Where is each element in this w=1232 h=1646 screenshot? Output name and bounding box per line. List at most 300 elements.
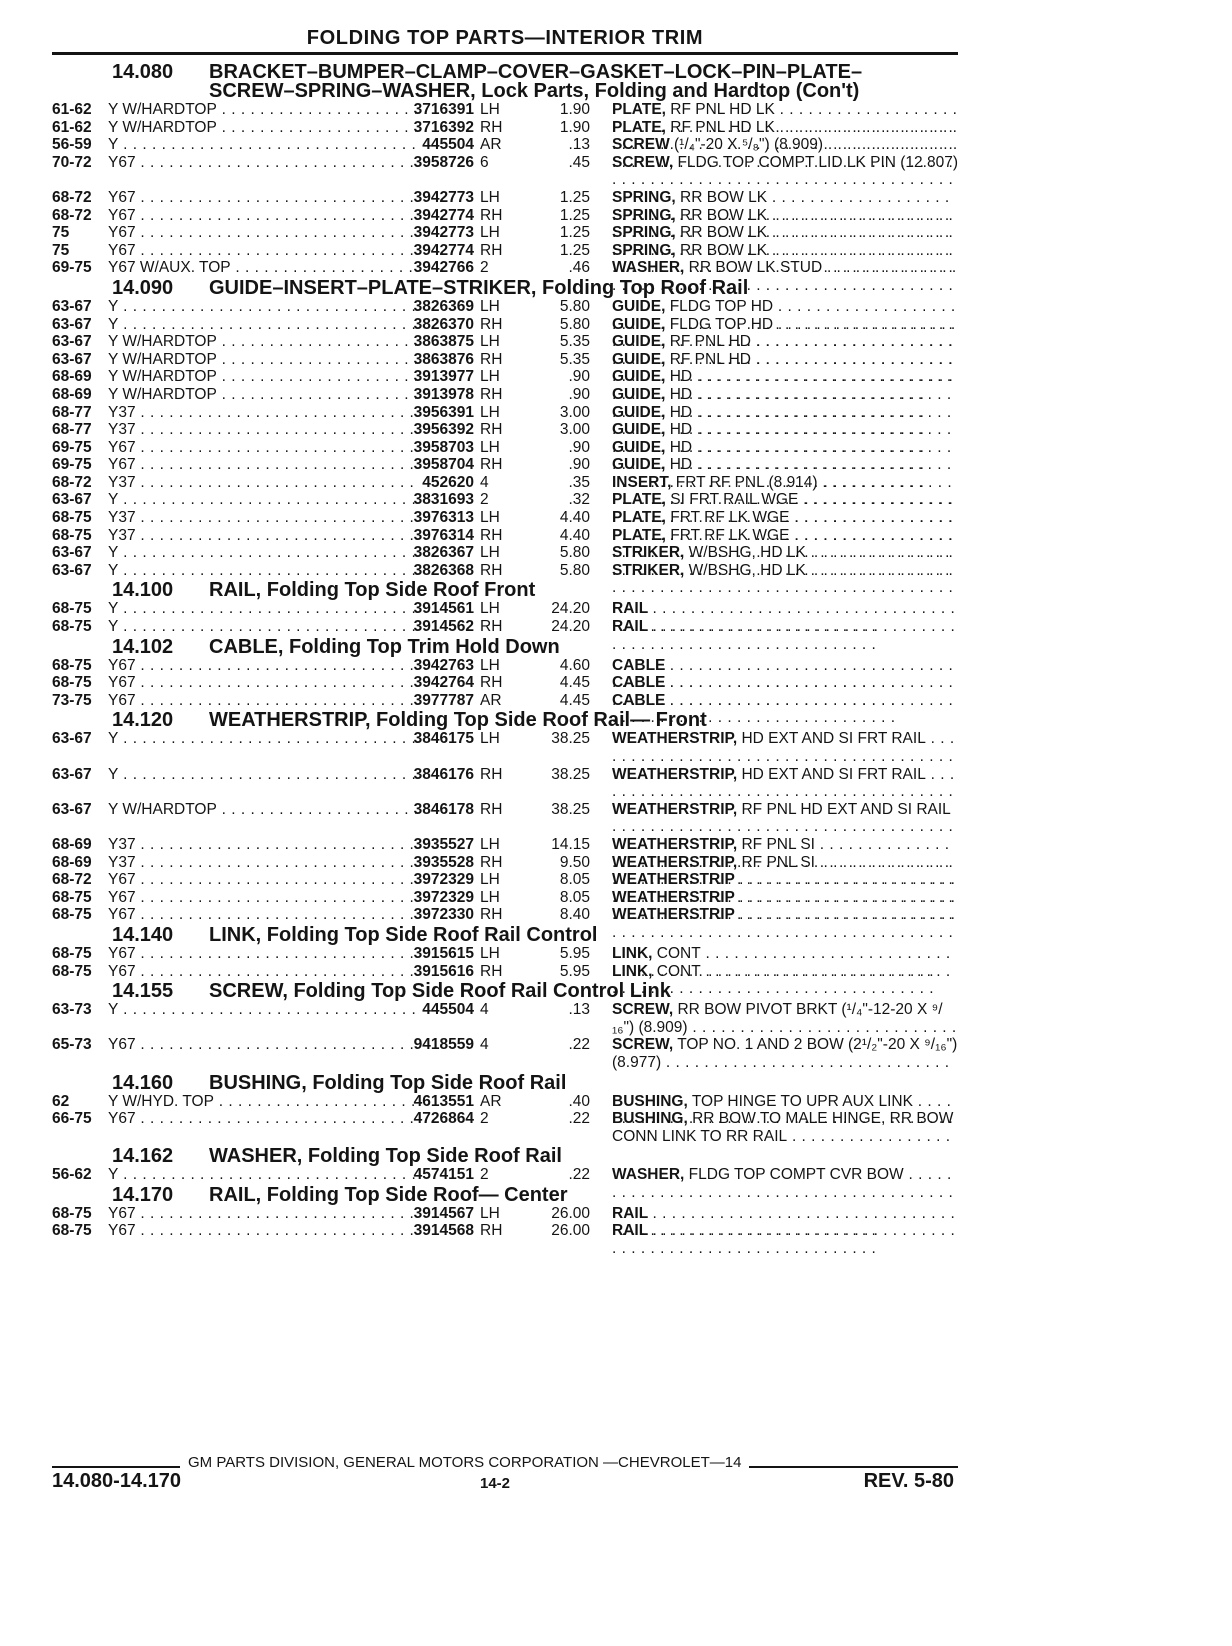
quantity: RH	[480, 241, 503, 259]
model-year: 69-75	[52, 259, 92, 277]
price: 4.60	[559, 656, 590, 674]
part-detail: FLDG TOP COMPT LID LK PIN (12.807)	[677, 153, 958, 171]
part-number: 452620	[422, 473, 474, 491]
part-number: 3977787	[413, 691, 474, 709]
part-number: 3935528	[413, 853, 474, 871]
price: 4.45	[559, 691, 590, 709]
part-detail: HD EXT AND SI FRT RAIL	[741, 765, 926, 783]
model-code: Y . . .	[108, 298, 416, 316]
price: 5.95	[559, 944, 590, 962]
price: .90	[568, 385, 590, 403]
model-code: Y37 . . .	[108, 854, 416, 872]
model-year: 68-75	[52, 906, 92, 924]
quantity: LH	[480, 600, 500, 618]
part-row	[52, 618, 958, 636]
quantity: RH	[480, 800, 503, 818]
model-code: Y37 . . .	[108, 509, 416, 527]
price: .46	[568, 259, 590, 277]
price: 1.90	[559, 118, 590, 136]
part-detail: FLDG TOP HD	[669, 297, 774, 315]
part-number: 3826367	[413, 544, 474, 562]
section-title: GUIDE–INSERT–PLATE–STRIKER, Folding Top Roof Rail	[209, 276, 749, 299]
part-number: 3913978	[413, 385, 474, 403]
quantity: LH	[480, 101, 500, 118]
part-name: GUIDE,	[612, 438, 666, 456]
part-row	[52, 562, 958, 580]
part-row	[52, 386, 958, 404]
part-detail: RR BOW LK STUD	[688, 259, 823, 277]
part-detail: HD	[669, 385, 693, 403]
price: .90	[568, 456, 590, 474]
price: 4.45	[559, 674, 590, 692]
model-year: 63-67	[52, 730, 92, 748]
model-year: 68-77	[52, 403, 92, 421]
model-year: 56-59	[52, 136, 92, 154]
section-header	[52, 924, 958, 945]
part-number: 3956392	[413, 421, 474, 439]
section-title-block	[209, 63, 958, 101]
price: 5.35	[559, 333, 590, 351]
part-number: 3942774	[413, 206, 474, 224]
part-row	[52, 801, 958, 836]
model-code: Y W/HARDTOP . . .	[108, 386, 416, 404]
model-code: Y67 . . .	[108, 154, 416, 172]
part-description	[612, 1001, 958, 1036]
part-detail: W/BSHG, HD LK	[688, 544, 806, 562]
section-title-block	[209, 1147, 958, 1166]
part-row	[52, 600, 958, 618]
model-code: Y W/HARDTOP . . .	[108, 119, 416, 137]
part-row	[52, 854, 958, 872]
quantity: RH	[480, 765, 503, 783]
section-number: 14.160	[112, 1071, 174, 1094]
part-number: 4726864	[413, 1110, 474, 1128]
model-year: 75	[52, 241, 70, 259]
model-code: Y67 . . .	[108, 224, 416, 242]
part-description	[612, 1036, 958, 1071]
part-row	[52, 674, 958, 692]
part-name: LINK,	[612, 944, 653, 962]
part-row	[52, 889, 958, 907]
section-header	[52, 579, 958, 600]
section-subtitle: SCREW–SPRING–WASHER, Lock Parts, Folding and Hardtop (Con't)	[209, 80, 860, 102]
part-name: CABLE	[612, 674, 666, 692]
model-code: Y37 . . .	[108, 836, 416, 854]
model-year: 63-73	[52, 1001, 92, 1019]
part-detail: RF PNL SI	[741, 835, 815, 853]
part-row	[52, 224, 958, 242]
part-name: RAIL	[612, 618, 649, 636]
part-number: 3942774	[413, 241, 474, 259]
model-code: Y W/HARDTOP . . .	[108, 101, 416, 119]
title-divider	[52, 52, 958, 55]
price: .13	[568, 136, 590, 154]
model-code: Y67 . . .	[108, 871, 416, 889]
model-code: Y67 . . .	[108, 1222, 416, 1240]
part-number: 3716391	[413, 101, 474, 118]
section-header	[52, 1184, 958, 1205]
part-description	[612, 730, 958, 765]
part-row	[52, 906, 958, 924]
quantity: LH	[480, 730, 500, 748]
part-row	[52, 351, 958, 369]
part-row	[52, 1166, 958, 1184]
quantity: RH	[480, 853, 503, 871]
part-detail: RF PNL SI	[741, 853, 815, 871]
quantity: LH	[480, 1204, 500, 1222]
part-number: 3914568	[413, 1222, 474, 1240]
part-number: 445504	[422, 136, 474, 154]
part-row	[52, 945, 958, 963]
section-title-block	[209, 635, 958, 658]
catalog-page	[52, 26, 958, 1240]
part-name: PLATE,	[612, 118, 666, 136]
part-number: 3913977	[413, 368, 474, 386]
quantity: 6	[480, 153, 489, 171]
price: 3.00	[559, 421, 590, 439]
model-code: Y . . .	[108, 1001, 416, 1019]
part-name: PLATE,	[612, 526, 666, 544]
quantity: 2	[480, 1110, 489, 1128]
part-name: PLATE,	[612, 491, 666, 509]
part-row	[52, 544, 958, 562]
quantity: 2	[480, 259, 489, 277]
part-detail: HD	[669, 456, 693, 474]
part-name: GUIDE,	[612, 421, 666, 439]
section-header	[52, 636, 958, 657]
model-code: Y37 . . .	[108, 404, 416, 422]
part-row	[52, 509, 958, 527]
part-name: STRIKER,	[612, 544, 685, 562]
part-row	[52, 368, 958, 386]
model-year: 69-75	[52, 438, 92, 456]
part-number: 3972330	[413, 906, 474, 924]
part-detail: HD	[669, 421, 693, 439]
model-year: 63-67	[52, 350, 92, 368]
model-year: 63-67	[52, 491, 92, 509]
part-number: 3972329	[413, 888, 474, 906]
part-number: 3956391	[413, 403, 474, 421]
part-detail: RF PNL HD EXT AND SI RAIL	[741, 800, 951, 818]
section-title-block	[209, 711, 958, 730]
part-row	[52, 242, 958, 260]
price: 38.25	[551, 730, 590, 748]
part-row	[52, 119, 958, 137]
quantity: RH	[480, 561, 503, 579]
part-name: BUSHING,	[612, 1092, 688, 1110]
part-number: 3914561	[413, 600, 474, 618]
price: 5.80	[559, 544, 590, 562]
part-detail: RR BOW TO MALE HINGE, RR BOW CONN LINK TO RR RAIL	[612, 1110, 954, 1145]
model-code: Y . . .	[108, 1166, 416, 1184]
part-detail: SI FRT RAIL WGE	[670, 491, 799, 509]
part-name: SPRING,	[612, 241, 676, 259]
price: 1.25	[559, 188, 590, 206]
model-year: 68-77	[52, 421, 92, 439]
price: 24.20	[551, 600, 590, 618]
model-year: 68-72	[52, 188, 92, 206]
model-code: Y67 W/AUX. TOP . . .	[108, 259, 416, 277]
part-number: 9418559	[413, 1036, 474, 1054]
price: 5.80	[559, 315, 590, 333]
footer-publisher: GM PARTS DIVISION, GENERAL MOTORS CORPORATION —CHEVROLET—14	[188, 1454, 742, 1471]
model-year: 73-75	[52, 691, 92, 709]
model-code: Y W/HARDTOP . . .	[108, 333, 416, 351]
part-row	[52, 1036, 958, 1071]
part-name: GUIDE,	[612, 297, 666, 315]
part-number: 3942763	[413, 656, 474, 674]
quantity: AR	[480, 691, 502, 709]
model-code: Y . . .	[108, 766, 416, 784]
section-header	[52, 1145, 958, 1166]
part-row	[52, 963, 958, 981]
part-number: 3915615	[413, 944, 474, 962]
model-code: Y67 . . .	[108, 692, 416, 710]
price: 1.25	[559, 241, 590, 259]
quantity: LH	[480, 333, 500, 351]
model-year: 68-69	[52, 835, 92, 853]
part-row	[52, 1110, 958, 1145]
part-number: 3826368	[413, 561, 474, 579]
part-number: 3914567	[413, 1204, 474, 1222]
part-row	[52, 136, 958, 154]
model-year: 63-67	[52, 561, 92, 579]
section-title-block	[209, 923, 958, 946]
quantity: 4	[480, 473, 489, 491]
model-year: 68-72	[52, 206, 92, 224]
quantity: RH	[480, 385, 503, 403]
part-row	[52, 1222, 958, 1240]
section-title: BRACKET–BUMPER–CLAMP–COVER–GASKET–LOCK–PIN–PLATE–	[209, 61, 863, 83]
quantity: LH	[480, 656, 500, 674]
part-row	[52, 527, 958, 545]
quantity: RH	[480, 962, 503, 980]
model-code: Y . . .	[108, 136, 416, 154]
part-number: 3976314	[413, 526, 474, 544]
part-detail: RR BOW LK	[680, 224, 768, 242]
part-row	[52, 836, 958, 854]
part-detail: FRT RF LK WGE	[670, 526, 790, 544]
part-number: 3958726	[413, 153, 474, 171]
part-detail: HD	[669, 438, 693, 456]
part-name: WEATHERSTRIP	[612, 871, 735, 889]
model-code: Y W/HARDTOP . . .	[108, 801, 416, 819]
part-name: GUIDE,	[612, 456, 666, 474]
price: 4.40	[559, 509, 590, 527]
part-row	[52, 474, 958, 492]
price: 8.05	[559, 888, 590, 906]
price: 5.95	[559, 962, 590, 980]
part-name: LINK,	[612, 962, 653, 980]
part-name: RAIL	[612, 1222, 649, 1240]
model-year: 70-72	[52, 153, 92, 171]
model-year: 63-67	[52, 297, 92, 315]
price: .90	[568, 438, 590, 456]
part-row	[52, 1093, 958, 1111]
part-name: WEATHERSTRIP,	[612, 800, 738, 818]
part-description	[612, 1110, 958, 1145]
price: 26.00	[551, 1222, 590, 1240]
part-name: WEATHERSTRIP	[612, 888, 735, 906]
section-title: RAIL, Folding Top Side Roof— Center	[209, 1183, 568, 1206]
section-title-block	[209, 982, 958, 1001]
part-name: WEATHERSTRIP,	[612, 853, 738, 871]
part-detail: FRT RF PNL (8.914)	[675, 473, 818, 491]
model-code: Y37 . . .	[108, 474, 416, 492]
page-title: FOLDING TOP PARTS—INTERIOR TRIM	[306, 27, 704, 49]
quantity: LH	[480, 403, 500, 421]
part-number: 3863876	[413, 350, 474, 368]
model-year: 68-75	[52, 1204, 92, 1222]
model-year: 56-62	[52, 1166, 92, 1184]
model-year: 68-75	[52, 888, 92, 906]
part-row	[52, 298, 958, 316]
part-name: WASHER,	[612, 259, 685, 277]
section-title-block	[209, 581, 958, 600]
price: 5.80	[559, 297, 590, 315]
model-code: Y67 . . .	[108, 1036, 416, 1054]
price: .22	[568, 1110, 590, 1128]
part-name: SPRING,	[612, 188, 676, 206]
part-number: 3716392	[413, 118, 474, 136]
quantity: 4	[480, 1036, 489, 1054]
part-name: BUSHING,	[612, 1110, 688, 1128]
part-name: SCREW,	[612, 1036, 674, 1054]
part-detail: RF PNL HD	[669, 333, 751, 351]
part-name: WEATHERSTRIP	[612, 906, 735, 924]
price: 8.40	[559, 906, 590, 924]
model-code: Y67 . . .	[108, 439, 416, 457]
price: 1.90	[559, 101, 590, 118]
model-year: 63-67	[52, 800, 92, 818]
part-name: SPRING,	[612, 206, 676, 224]
quantity: LH	[480, 509, 500, 527]
model-code: Y37 . . .	[108, 421, 416, 439]
section-header	[52, 709, 958, 730]
model-code: Y67 . . .	[108, 906, 416, 924]
part-name: SCREW	[612, 136, 670, 154]
model-year: 68-75	[52, 1222, 92, 1240]
price: .32	[568, 491, 590, 509]
quantity: LH	[480, 188, 500, 206]
part-number: 445504	[422, 1001, 474, 1019]
part-detail: RF PNL HD	[669, 350, 751, 368]
model-year: 62	[52, 1092, 70, 1110]
footer-revision: REV. 5-80	[863, 1470, 954, 1492]
part-row	[52, 692, 958, 710]
model-year: 68-69	[52, 368, 92, 386]
price: 1.25	[559, 224, 590, 242]
part-number: 3972329	[413, 871, 474, 889]
section-number: 14.140	[112, 923, 174, 946]
section-number: 14.170	[112, 1183, 174, 1206]
model-code: Y37 . . .	[108, 527, 416, 545]
quantity: LH	[480, 871, 500, 889]
part-name: SCREW,	[612, 153, 674, 171]
section-header	[52, 980, 958, 1001]
footer-publisher-line	[52, 1454, 958, 1471]
price: 1.25	[559, 206, 590, 224]
price: .90	[568, 368, 590, 386]
quantity: LH	[480, 224, 500, 242]
price: 14.15	[551, 835, 590, 853]
quantity: LH	[480, 544, 500, 562]
part-detail: HD EXT AND SI FRT RAIL	[741, 730, 926, 748]
model-code: Y . . .	[108, 544, 416, 562]
model-code: Y67 . . .	[108, 207, 416, 225]
model-year: 68-75	[52, 674, 92, 692]
model-year: 63-67	[52, 765, 92, 783]
model-code: Y . . .	[108, 618, 416, 636]
model-code: Y67 . . .	[108, 889, 416, 907]
model-year: 75	[52, 224, 70, 242]
part-number: 3958704	[413, 456, 474, 474]
part-number: 3942764	[413, 674, 474, 692]
section-title: RAIL, Folding Top Side Roof Front	[209, 579, 536, 602]
quantity: LH	[480, 835, 500, 853]
part-number: 3942773	[413, 224, 474, 242]
part-row	[52, 439, 958, 457]
model-year: 68-75	[52, 944, 92, 962]
model-year: 68-69	[52, 853, 92, 871]
part-detail: HD	[669, 368, 693, 386]
quantity: LH	[480, 297, 500, 315]
model-year: 65-73	[52, 1036, 92, 1054]
model-code: Y67 . . .	[108, 189, 416, 207]
model-code: Y67 . . .	[108, 242, 416, 260]
footer-page-number: 14-2	[480, 1475, 511, 1492]
part-row	[52, 766, 958, 801]
part-detail: (¹/₄"-20 X ⁵/₈") (8.909)	[674, 136, 824, 154]
part-number: 3863875	[413, 333, 474, 351]
part-name: GUIDE,	[612, 333, 666, 351]
price: 38.25	[551, 800, 590, 818]
model-code: Y67 . . .	[108, 1205, 416, 1223]
part-detail: RR BOW LK	[680, 188, 768, 206]
part-row	[52, 1001, 958, 1036]
price: 24.20	[551, 618, 590, 636]
part-row	[52, 730, 958, 765]
part-name: GUIDE,	[612, 385, 666, 403]
model-code: Y . . .	[108, 491, 416, 509]
part-name: CABLE	[612, 691, 666, 709]
quantity: RH	[480, 906, 503, 924]
part-detail: RF PNL HD LK	[670, 101, 775, 118]
section-title-block	[209, 276, 958, 299]
model-year: 68-72	[52, 473, 92, 491]
part-row	[52, 491, 958, 509]
model-year: 61-62	[52, 101, 92, 118]
part-number: 3826370	[413, 315, 474, 333]
part-name: WASHER,	[612, 1166, 685, 1184]
part-name: WEATHERSTRIP,	[612, 730, 738, 748]
footer-rule-left	[52, 1466, 180, 1468]
model-year: 68-75	[52, 526, 92, 544]
price: .45	[568, 153, 590, 171]
part-number: 3976313	[413, 509, 474, 527]
part-detail: RR BOW LK	[680, 206, 768, 224]
part-detail: CONT	[656, 944, 701, 962]
part-number: 3935527	[413, 835, 474, 853]
quantity: RH	[480, 350, 503, 368]
model-code: Y67 . . .	[108, 945, 416, 963]
section-title-block	[209, 1183, 958, 1206]
price: .22	[568, 1166, 590, 1184]
part-row	[52, 1205, 958, 1223]
part-description	[612, 766, 958, 801]
quantity: RH	[480, 315, 503, 333]
part-number: 3958703	[413, 438, 474, 456]
